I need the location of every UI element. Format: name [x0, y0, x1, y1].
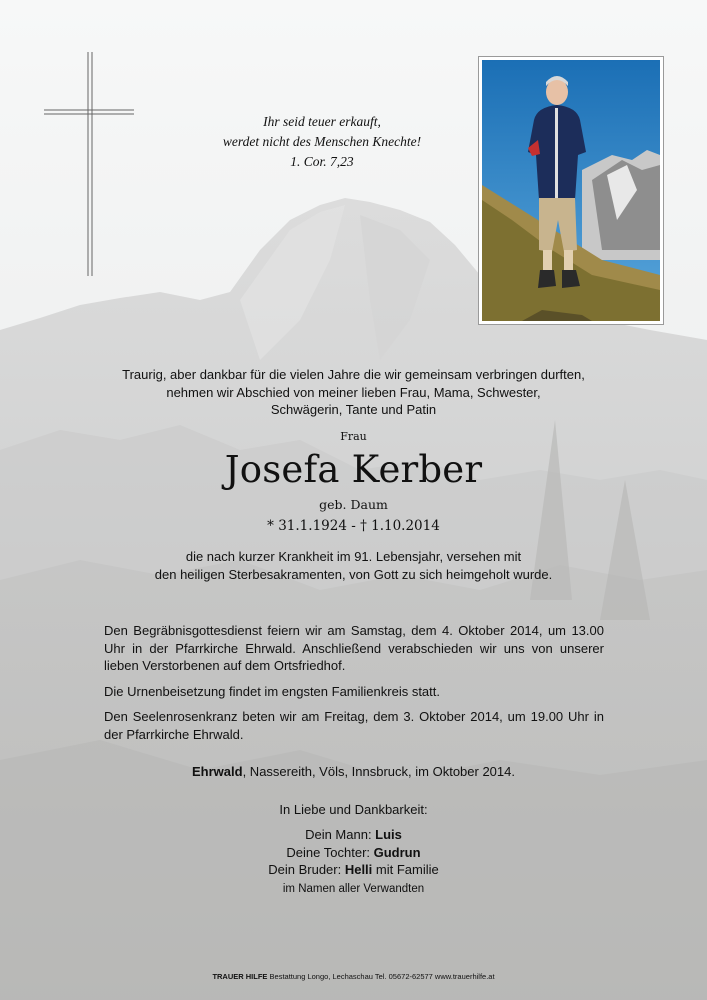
mourners-list	[0, 826, 707, 899]
mourner-daughter	[0, 844, 707, 862]
birth-name: geb. Daum	[319, 497, 388, 512]
brother-suffix: mit Familie	[372, 862, 439, 877]
intro-text	[0, 366, 707, 419]
relatives-line: im Namen aller Verwandten	[282, 882, 425, 895]
mourner-brother	[0, 861, 707, 879]
portrait-photo	[478, 56, 664, 325]
husband-name: Luis	[375, 827, 402, 842]
places-bold: Ehrwald	[192, 764, 243, 779]
verse-reference: 1. Cor. 7,23	[290, 154, 354, 169]
death-notice-line-1: die nach kurzer Krankheit im 91. Lebensjahr, versehen mit	[185, 549, 522, 564]
footer-brand: TRAUER HILFE	[212, 972, 268, 981]
verse-line-1: Ihr seid teuer erkauft,	[263, 114, 381, 129]
footer-text: Bestattung Longo, Lechaschau Tel. 05672-62577 www.trauerhilfe.at	[267, 972, 495, 981]
service-details	[104, 622, 604, 751]
life-dates: * 31.1.1924 - † 1.10.2014	[267, 518, 440, 534]
intro-line-2: nehmen wir Abschied von meiner lieben Frau, Mama, Schwester,	[166, 384, 541, 400]
places-rest: , Nassereith, Völs, Innsbruck, im Oktober 2014.	[242, 764, 515, 779]
intro-line-3: Schwägerin, Tante und Patin	[270, 402, 437, 417]
mourner-husband	[0, 826, 707, 844]
intro-line-1: Traurig, aber dankbar für die vielen Jahre die wir gemeinsam verbringen durften,	[122, 367, 585, 382]
places-line	[0, 764, 707, 779]
portrait-image	[482, 60, 660, 321]
daughter-label: Deine Tochter:	[286, 844, 374, 860]
daughter-name: Gudrun	[373, 844, 421, 860]
footer	[0, 972, 707, 981]
funeral-service-paragraph: Den Begräbnisgottesdienst feiern wir am Samstag, dem 4. Oktober 2014, um 13.00 Uhr in der Pfarrkirche Ehrwald. Anschließend verabschieden wir uns von unserer lieben Verstorbenen auf dem Ortsfriedhof.	[104, 623, 604, 673]
bible-verse	[190, 112, 454, 172]
salutation: Frau	[340, 430, 367, 443]
verse-line-2: werdet nicht des Menschen Knechte!	[222, 134, 422, 149]
husband-label: Dein Mann:	[305, 827, 376, 842]
brother-name: Helli	[344, 862, 373, 877]
mourners-heading: In Liebe und Dankbarkeit:	[279, 802, 428, 817]
deceased-name: Josefa Kerber	[224, 448, 483, 491]
rosary-paragraph: Den Seelenrosenkranz beten wir am Freitag, dem 3. Oktober 2014, um 19.00 Uhr in der Pfarrkirche Ehrwald.	[104, 709, 604, 742]
death-notice	[0, 548, 707, 584]
urn-burial-paragraph: Die Urnenbeisetzung findet im engsten Familienkreis statt.	[104, 683, 440, 699]
death-notice-line-2: den heiligen Sterbesakramenten, von Gott zu sich heimgeholt wurde.	[154, 567, 553, 582]
brother-label: Dein Bruder:	[268, 862, 345, 877]
cross-icon	[42, 50, 138, 278]
